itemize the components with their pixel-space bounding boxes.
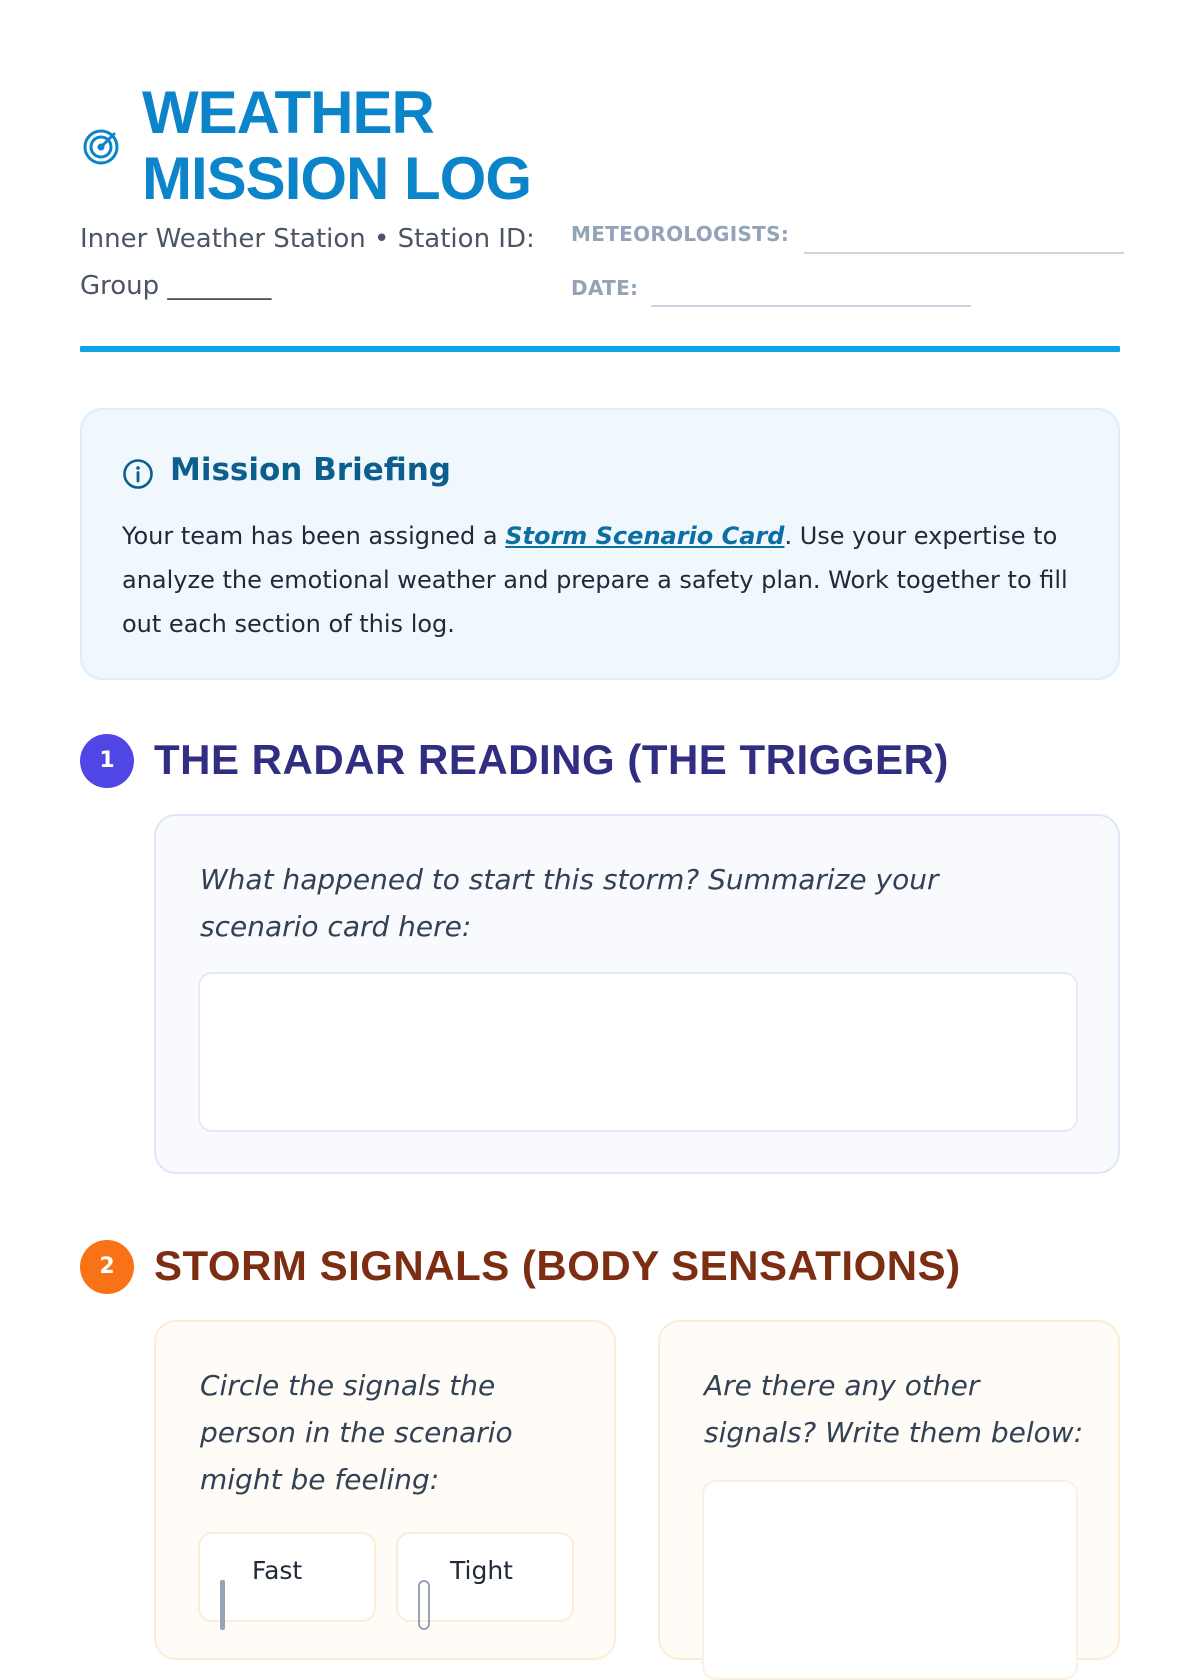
- signal-chip-label: Fast: [252, 1556, 303, 1585]
- section-1-badge: 1: [80, 734, 134, 788]
- other-signals-card: [658, 1320, 1120, 1660]
- gauge-icon: [418, 1580, 430, 1630]
- section-1-prompt: What happened to start this storm? Summarize your scenario card here:: [200, 863, 939, 943]
- thermometer-icon: [220, 1580, 225, 1630]
- storm-scenario-card-link[interactable]: Storm Scenario Card: [505, 522, 785, 550]
- other-signals-answer-box[interactable]: [702, 1480, 1078, 1680]
- storm-signals-card: [154, 1320, 616, 1660]
- radar-icon: [82, 128, 120, 166]
- meteorologists-label: METEOROLOGISTS:: [571, 222, 790, 246]
- date-field[interactable]: [651, 305, 971, 307]
- briefing-title: Mission Briefing: [170, 452, 451, 488]
- briefing-text-end: . Use your expertise to analyze the emotional weather and prepare a safety plan. Work together to fill out each section of this log.: [122, 522, 1068, 638]
- date-label: DATE:: [571, 276, 639, 300]
- trigger-answer-box[interactable]: [198, 972, 1078, 1132]
- mission-briefing-box: [80, 408, 1120, 680]
- signal-chip-fast[interactable]: [198, 1532, 376, 1622]
- signal-chip-tight[interactable]: [396, 1532, 574, 1622]
- briefing-text: [122, 514, 1082, 646]
- briefing-text-start: Your team has been assigned a: [122, 522, 506, 550]
- meteorologists-field[interactable]: [804, 252, 1124, 254]
- section-2-badge: 2: [80, 1240, 134, 1294]
- info-icon: [122, 458, 154, 490]
- signal-chip-label: Tight: [450, 1556, 513, 1585]
- title-line-1: WEATHER: [142, 79, 434, 146]
- radar-reading-card: [154, 814, 1120, 1174]
- section-1-title: THE RADAR READING (THE TRIGGER): [154, 736, 949, 783]
- section-2-title: STORM SIGNALS (BODY SENSATIONS): [154, 1242, 961, 1289]
- header-divider: [80, 346, 1120, 352]
- title-line-2: MISSION LOG: [142, 145, 532, 212]
- section-2-prompt-left: Circle the signals the person in the scenario might be feeling:: [200, 1369, 513, 1496]
- section-2-prompt-right: Are there any other signals? Write them below:: [704, 1369, 1084, 1449]
- station-subtitle: Inner Weather Station • Station ID: Group ________: [80, 224, 535, 301]
- page-title: [142, 80, 531, 212]
